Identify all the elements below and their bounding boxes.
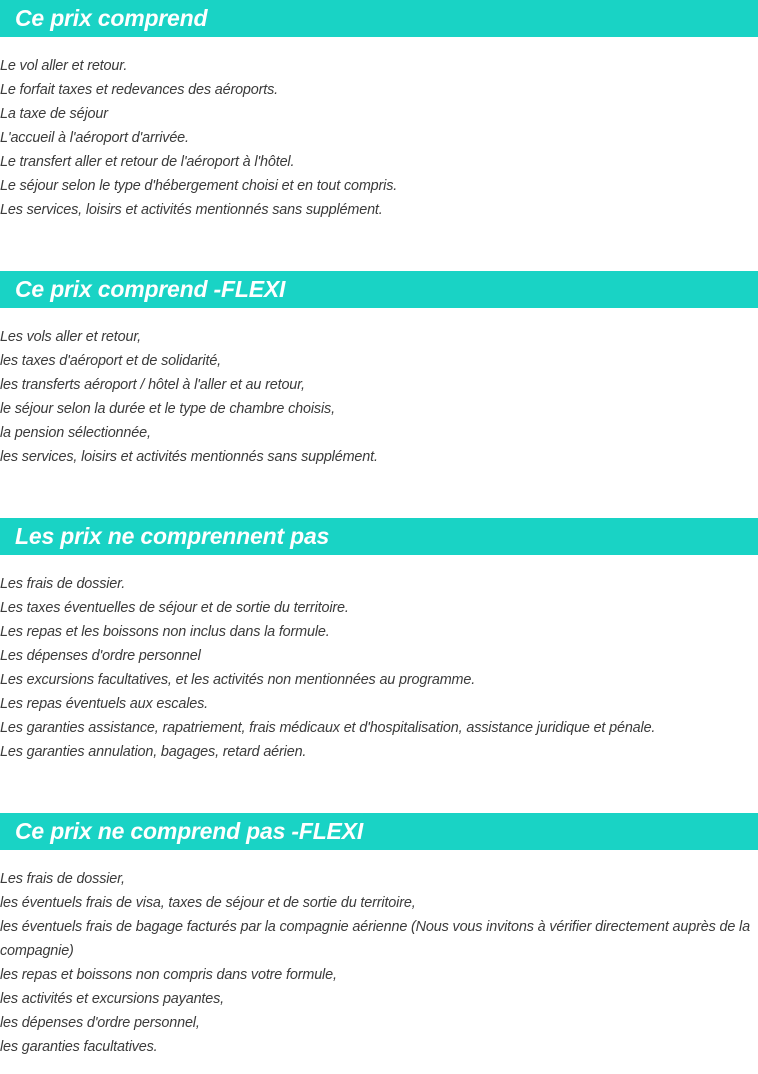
list-item: Les repas éventuels aux escales. [0, 696, 208, 712]
list-item: Les vols aller et retour, [0, 329, 142, 345]
section-title: Ce prix ne comprend pas -FLEXI [15, 818, 364, 844]
list-item: Les dépenses d'ordre personnel [0, 648, 201, 664]
section-title: Ce prix comprend [15, 5, 208, 31]
section-price-includes [0, 0, 758, 222]
list-item: les repas et boissons non compris dans votre formule, [0, 967, 337, 983]
list-item: Le forfait taxes et redevances des aéroports. [0, 82, 279, 98]
section-title: Ce prix comprend -FLEXI [15, 276, 286, 302]
section-price-excludes-flexi [0, 813, 758, 1059]
list-item: Les frais de dossier, [0, 871, 125, 887]
item-list [0, 850, 758, 1059]
list-item: le séjour selon la durée et le type de chambre choisis, [0, 401, 335, 417]
list-item: La taxe de séjour [0, 106, 108, 122]
section-prices-exclude [0, 518, 758, 764]
list-item: Les garanties assistance, rapatriement, frais médicaux et d'hospitalisation, assistance juridique et pénale. [0, 720, 656, 736]
section-header [0, 271, 758, 308]
list-item: Les taxes éventuelles de séjour et de sortie du territoire. [0, 600, 349, 616]
section-header [0, 518, 758, 555]
list-item: Les garanties annulation, bagages, retard aérien. [0, 744, 307, 760]
list-item: L'accueil à l'aéroport d'arrivée. [0, 130, 189, 146]
item-list [0, 308, 758, 469]
list-item: les éventuels frais de visa, taxes de séjour et de sortie du territoire, [0, 895, 416, 911]
list-item: Les excursions facultatives, et les activités non mentionnées au programme. [0, 672, 476, 688]
list-item: la pension sélectionnée, [0, 425, 151, 441]
list-item: les transferts aéroport / hôtel à l'aller et au retour, [0, 377, 305, 393]
list-item: les activités et excursions payantes, [0, 991, 225, 1007]
list-item: les taxes d'aéroport et de solidarité, [0, 353, 222, 369]
list-item: Le transfert aller et retour de l'aéroport à l'hôtel. [0, 154, 295, 170]
list-item: Les frais de dossier. [0, 576, 126, 592]
list-item: les éventuels frais de bagage facturés par la compagnie aérienne (Nous vous invitons à vérifier directement auprès de la compagnie) [0, 919, 750, 959]
item-list [0, 555, 758, 764]
section-price-includes-flexi [0, 271, 758, 469]
section-header [0, 0, 758, 37]
section-header [0, 813, 758, 850]
list-item: les dépenses d'ordre personnel, [0, 1015, 200, 1031]
list-item: Les repas et les boissons non inclus dans la formule. [0, 624, 330, 640]
item-list [0, 37, 758, 222]
list-item: les garanties facultatives. [0, 1039, 158, 1055]
list-item: Les services, loisirs et activités mentionnés sans supplément. [0, 202, 383, 218]
list-item: Le séjour selon le type d'hébergement choisi et en tout compris. [0, 178, 398, 194]
section-title: Les prix ne comprennent pas [15, 523, 330, 549]
list-item: les services, loisirs et activités mentionnés sans supplément. [0, 449, 378, 465]
list-item: Le vol aller et retour. [0, 58, 128, 74]
